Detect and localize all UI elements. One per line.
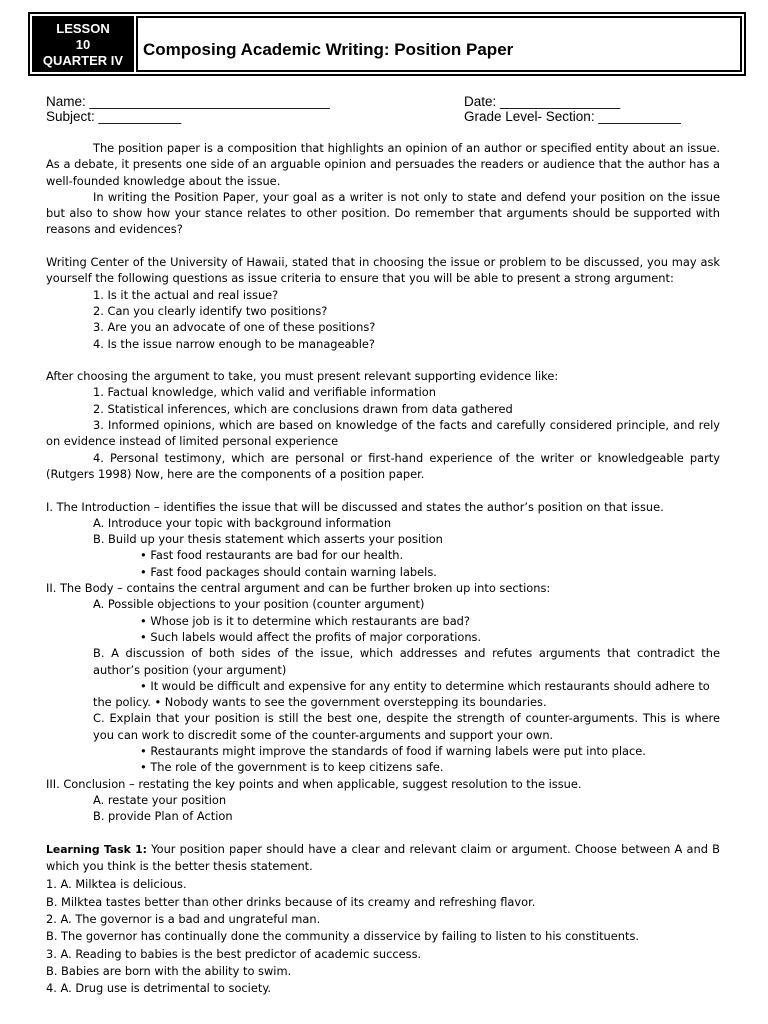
- outline-introduction: I. The Introduction – identifies the issue that will be discussed and states the author’s position on that issue.: [46, 499, 664, 514]
- outline-bullet: the policy. • Nobody wants to see the government overstepping its boundaries.: [93, 695, 547, 710]
- task-item: B. Babies are born with the ability to swim.: [46, 963, 292, 978]
- task-item: 1. A. Milktea is delicious.: [46, 877, 187, 892]
- title-box: [136, 16, 742, 72]
- outline-bullet: • Fast food packages should contain warning labels.: [140, 564, 437, 579]
- quarter-label: QUARTER IV: [42, 53, 124, 68]
- outline-item: C. Explain that your position is still the best one, despite the strength of counter-arguments. This is where you can work to discredit some of the counter-arguments and support your own.: [93, 711, 720, 742]
- outline-bullet: • Whose job is it to determine which restaurants are bad?: [140, 613, 470, 628]
- learning-task-instruction: [46, 841, 720, 875]
- document-body: [46, 140, 720, 996]
- outline-bullet: • Restaurants might improve the standards of food if warning labels were put into place.: [140, 743, 646, 758]
- lesson-badge: [32, 16, 134, 72]
- outline-item: B. provide Plan of Action: [93, 809, 233, 824]
- evidence-item: 4. Personal testimony, which are personal or first-hand experience of the writer or knowledgeable party (Rutgers 1998) Now, here are the components of a position paper.: [46, 450, 720, 481]
- date-field: Date: ________________: [464, 94, 621, 109]
- lesson-header: [28, 12, 746, 76]
- outline-body: II. The Body – contains the central argument and can be further broken up into sections:: [46, 581, 551, 596]
- evidence-intro: After choosing the argument to take, you must present relevant supporting evidence like:: [46, 369, 559, 384]
- criteria-item: 3. Are you an advocate of one of these positions?: [93, 320, 376, 335]
- outline-item: A. restate your position: [93, 792, 227, 807]
- outline-item: A. Introduce your topic with background information: [93, 515, 392, 530]
- learning-task-text: Your position paper should have a clear and relevant claim or argument. Choose between A and B which you think is the better thesis statement.: [46, 841, 720, 874]
- intro-paragraph-3: Writing Center of the University of Hawaii, stated that in choosing the issue or problem to be discussed, you may ask yourself the following questions as issue criteria to ensure that you will be able to present a strong argument:: [46, 255, 720, 286]
- outline-bullet: • Fast food restaurants are bad for our health.: [140, 548, 404, 563]
- page-title: Composing Academic Writing: Position Paper: [143, 40, 514, 59]
- criteria-item: 4. Is the issue narrow enough to be manageable?: [93, 336, 375, 351]
- subject-field: Subject: ___________: [46, 109, 182, 124]
- task-item: B. Milktea tastes better than other drinks because of its creamy and refreshing flavor.: [46, 894, 536, 909]
- grade-section-field: Grade Level- Section: ___________: [464, 109, 681, 124]
- outline-item: B. A discussion of both sides of the issue, which addresses and refutes arguments that contradict the author’s position (your argument): [93, 646, 720, 677]
- evidence-item: 1. Factual knowledge, which valid and verifiable information: [93, 385, 436, 400]
- lesson-label: LESSON: [56, 21, 110, 36]
- task-item: 4. A. Drug use is detrimental to society.: [46, 981, 272, 996]
- lesson-number: 10: [75, 37, 91, 52]
- outline-bullet: • It would be difficult and expensive for any entity to determine which restaurants should adhere to: [140, 678, 710, 693]
- criteria-item: 2. Can you clearly identify two positions?: [93, 303, 328, 318]
- outline-item: B. Build up your thesis statement which asserts your position: [93, 532, 443, 547]
- outline-bullet: • The role of the government is to keep citizens safe.: [140, 760, 444, 775]
- task-item: 2. A. The governor is a bad and ungrateful man.: [46, 911, 321, 926]
- criteria-item: 1. Is it the actual and real issue?: [93, 287, 279, 302]
- evidence-item: 2. Statistical inferences, which are conclusions drawn from data gathered: [93, 401, 513, 416]
- learning-task-label: Learning Task 1:: [46, 842, 147, 856]
- intro-paragraph-1: The position paper is a composition that highlights an opinion of an author or specified entity about an issue. As a debate, it presents one side of an arguable opinion and persuades the readers or audience that the author has a well-founded knowledge about the issue.: [46, 141, 720, 188]
- intro-paragraph-2: In writing the Position Paper, your goal as a writer is not only to state and defend your position on the issue but also to show how your stance relates to other position. Do remember that arguments should be supported with reasons and evidences?: [46, 189, 720, 237]
- evidence-item: 3. Informed opinions, which are based on knowledge of the facts and carefully considered principle, and rely on evidence instead of limited personal experience: [46, 418, 720, 449]
- task-item: B. The governor has continually done the community a disservice by failing to listen to his constituents.: [46, 929, 640, 944]
- task-item: 3. A. Reading to babies is the best predictor of academic success.: [46, 946, 422, 961]
- outline-bullet: • Such labels would affect the profits of major corporations.: [140, 629, 482, 644]
- outline-item: A. Possible objections to your position (counter argument): [93, 597, 425, 612]
- name-field: Name: ________________________________: [46, 94, 330, 109]
- outline-conclusion: III. Conclusion – restating the key points and when applicable, suggest resolution to the issue.: [46, 776, 582, 791]
